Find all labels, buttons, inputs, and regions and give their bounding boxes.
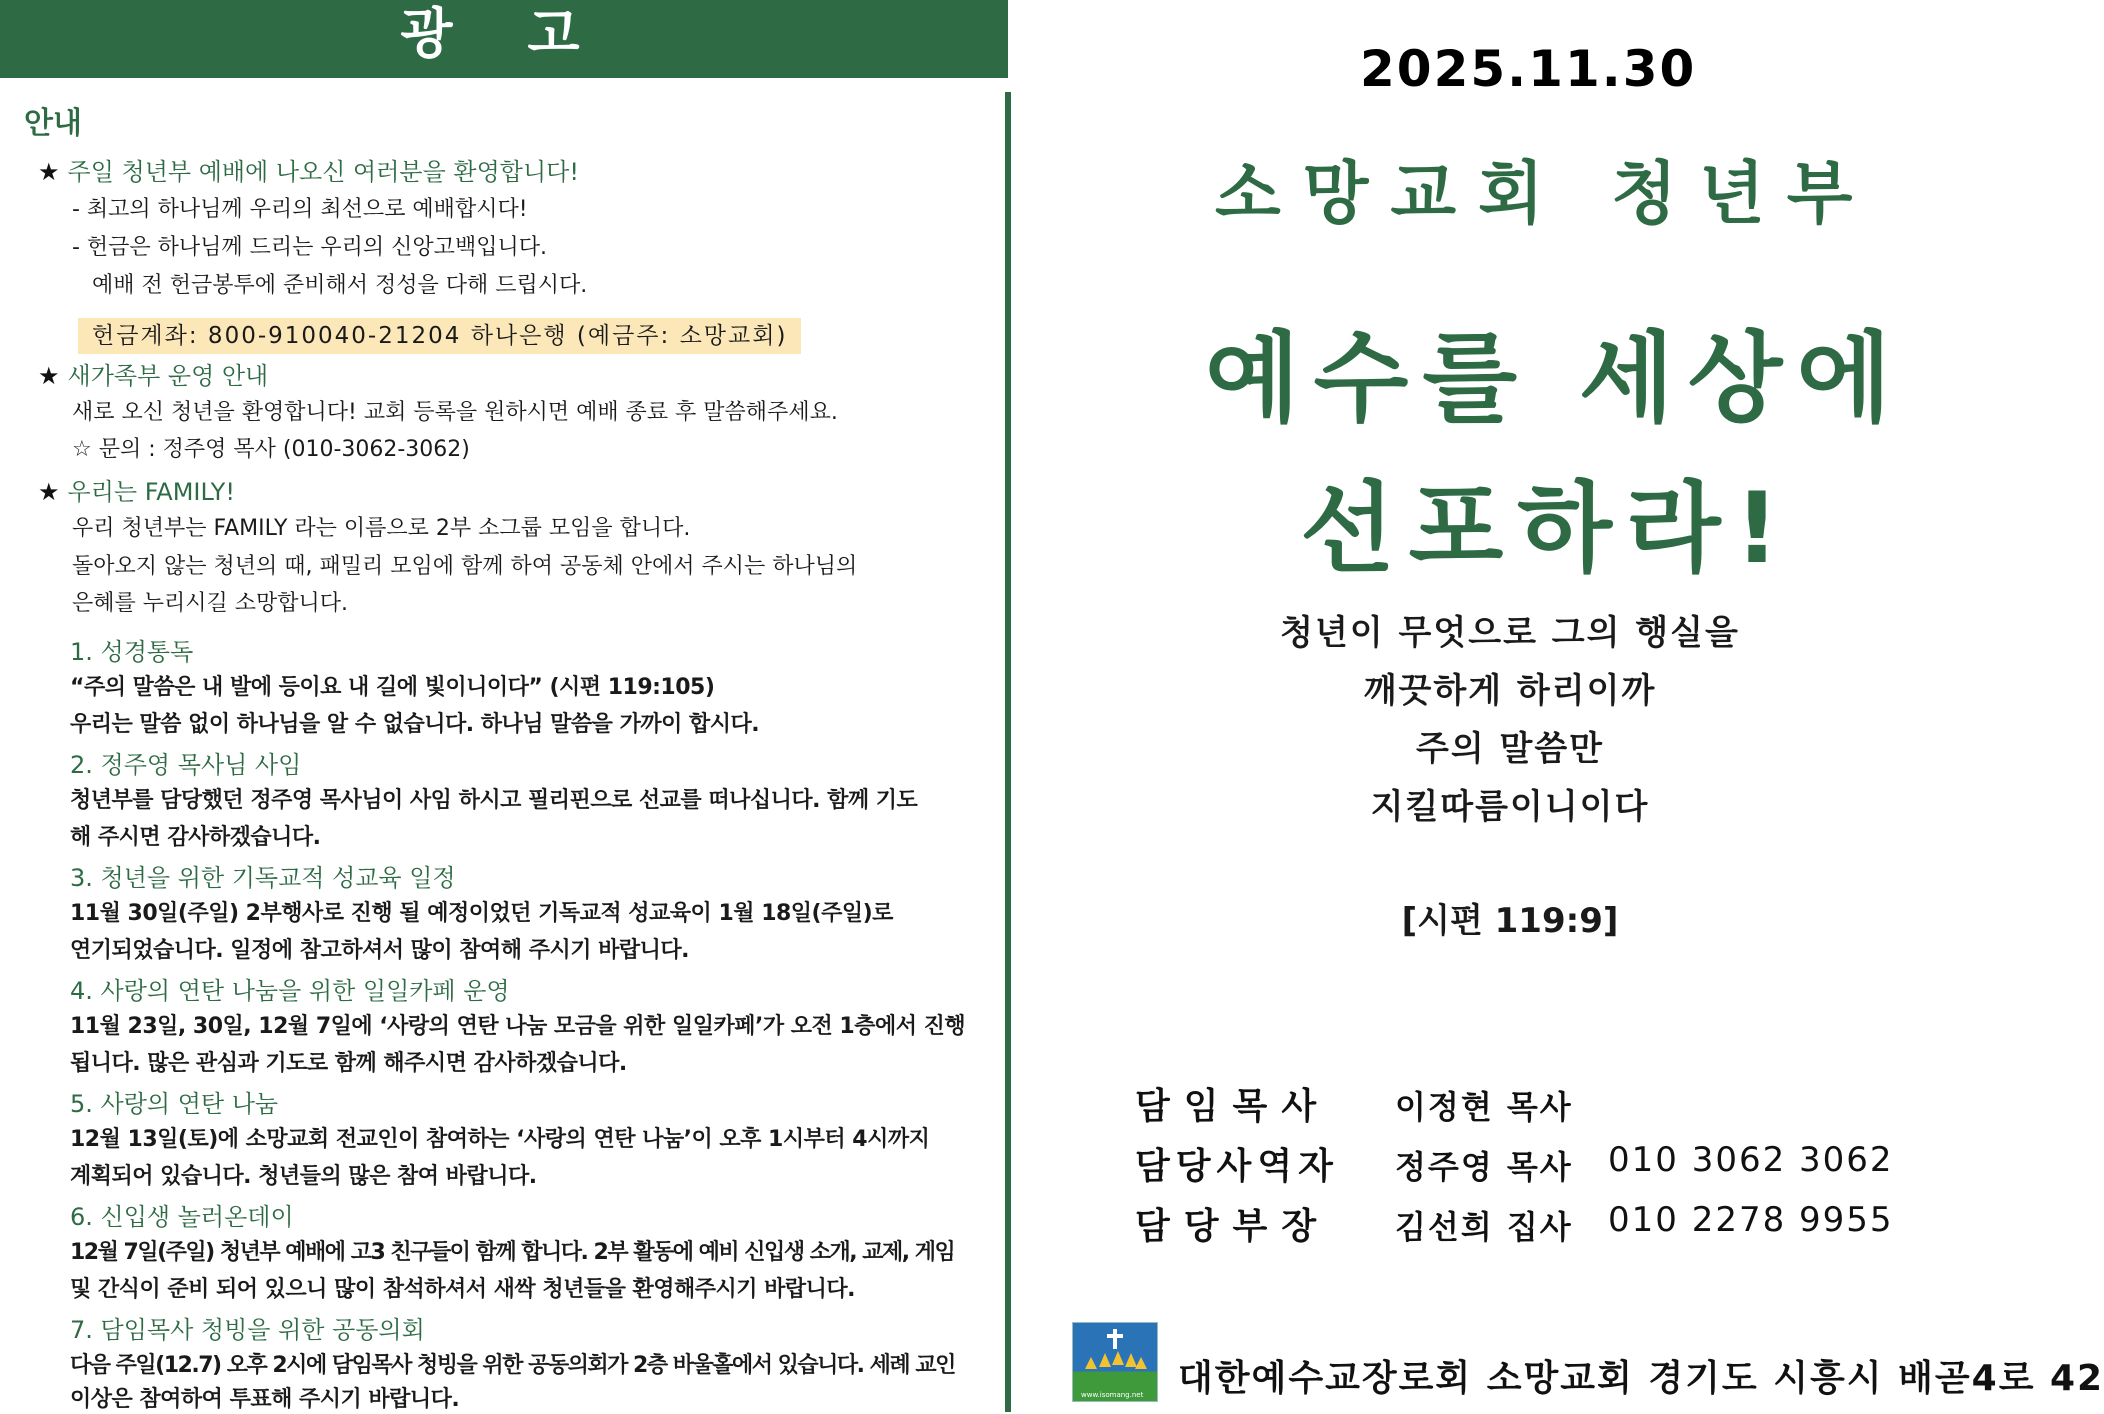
staff-phone: 010 3062 3062 bbox=[1608, 1140, 1894, 1180]
welcome-title-row bbox=[38, 152, 579, 187]
item-line: 11월 30일(주일) 2부행사로 진행 될 예정이었던 기독교적 성교육이 1월 18일(주일)로 bbox=[70, 901, 893, 926]
staff-role: 담임목사 bbox=[1135, 1086, 1331, 1127]
church-logo bbox=[1072, 1322, 1158, 1402]
item-line: 우리는 말씀 없이 하나님을 알 수 없습니다. 하나님 말씀을 가까이 합시다. bbox=[70, 712, 760, 737]
newfamily-contact: ☆ 문의 : 정주영 목사 (010-3062-3062) bbox=[72, 437, 470, 462]
family-line: 은혜를 누리시길 소망합니다. bbox=[72, 591, 349, 616]
welcome-line: - 헌금은 하나님께 드리는 우리의 신앙고백입니다. bbox=[72, 235, 547, 260]
item-line: “주의 말씀은 내 발에 등이요 내 길에 빛이니이다” (시편 119:105) bbox=[70, 675, 715, 700]
notice-heading: 안내 bbox=[24, 106, 82, 141]
item-line: 연기되었습니다. 일정에 참고하셔서 많이 참여해 주시기 바랍니다. bbox=[70, 938, 689, 963]
welcome-line: - 최고의 하나님께 우리의 최선으로 예배합시다! bbox=[72, 197, 528, 222]
newfamily-line: 새로 오신 청년을 환영합니다! 교회 등록을 원하시면 예배 종료 후 말씀해주세요. bbox=[72, 400, 838, 425]
item-title: 4. 사랑의 연탄 나눔을 위한 일일카페 운영 bbox=[70, 977, 510, 1005]
item-line: 청년부를 담당했던 정주영 목사님이 사임 하시고 필리핀으로 선교를 떠나십니다. 함께 기도 bbox=[70, 788, 918, 813]
staff-role: 담당사역자 bbox=[1135, 1146, 1339, 1187]
welcome-line: 예배 전 헌금봉투에 준비해서 정성을 다해 드립시다. bbox=[92, 273, 588, 298]
star-icon: ★ bbox=[38, 362, 60, 390]
staff-name: 김선희 집사 bbox=[1395, 1208, 1573, 1246]
item-line: 다음 주일(12.7) 오후 2시에 담임목사 청빙을 위한 공동의회가 2층 바울홀에서 있습니다. 세례 교인 bbox=[70, 1353, 955, 1378]
verse-line: 청년이 무엇으로 그의 행실을 bbox=[1280, 613, 1740, 653]
staff-phone: 010 2278 9955 bbox=[1608, 1200, 1894, 1240]
item-line: 됩니다. 많은 관심과 기도로 함께 해주시면 감사하겠습니다. bbox=[70, 1051, 627, 1076]
family-title: 우리는 FAMILY! bbox=[67, 478, 235, 506]
item-title: 3. 청년을 위한 기독교적 성교육 일정 bbox=[70, 864, 456, 892]
item-line: 12월 13일(토)에 소망교회 전교인이 참여하는 ‘사랑의 연탄 나눔’이 오후 1시부터 4시까지 bbox=[70, 1127, 930, 1152]
ad-banner: 광 고 bbox=[0, 0, 1008, 78]
item-line: 11월 23일, 30일, 12월 7일에 ‘사랑의 연탄 나눔 모금을 위한 일일카페’가 오전 1층에서 진행 bbox=[70, 1014, 966, 1039]
welcome-title: 주일 청년부 예배에 나오신 여러분을 환영합니다! bbox=[67, 158, 579, 186]
theme-line: 선포하라! bbox=[1300, 472, 1794, 586]
item-line: 12월 7일(주일) 청년부 예배에 고3 친구들이 함께 합니다. 2부 활동에 예비 신입생 소개, 교제, 게임 bbox=[70, 1240, 955, 1265]
church-address: 대한예수교장로회 소망교회 경기도 시흥시 배곧4로 42 bbox=[1178, 1358, 2104, 1399]
page-divider bbox=[1005, 92, 1011, 1412]
item-line: 해 주시면 감사하겠습니다. bbox=[70, 825, 321, 850]
item-line: 계획되어 있습니다. 청년들의 많은 참여 바랍니다. bbox=[70, 1164, 537, 1189]
item-title: 7. 담임목사 청빙을 위한 공동의회 bbox=[70, 1316, 425, 1344]
cross-icon bbox=[1073, 1323, 1157, 1401]
verse-line: 지킬따름이니이다 bbox=[1370, 787, 1650, 827]
item-line: 이상은 참여하여 투표해 주시기 바랍니다. bbox=[70, 1387, 460, 1412]
family-line: 우리 청년부는 FAMILY 라는 이름으로 2부 소그룹 모임을 합니다. bbox=[72, 516, 691, 541]
star-icon: ★ bbox=[38, 478, 60, 506]
family-title-row bbox=[38, 472, 235, 507]
staff-role: 담당부장 bbox=[1135, 1206, 1331, 1247]
item-title: 2. 정주영 목사님 사임 bbox=[70, 751, 302, 779]
offering-account: 헌금계좌: 800-910040-21204 하나은행 (예금주: 소망교회) bbox=[78, 318, 801, 354]
verse-line: 주의 말씀만 bbox=[1415, 729, 1605, 769]
staff-name: 정주영 목사 bbox=[1395, 1148, 1573, 1186]
logo-url: www.isomang.net bbox=[1081, 1391, 1144, 1399]
bulletin-date: 2025.11.30 bbox=[1360, 40, 1697, 98]
item-title: 1. 성경통독 bbox=[70, 638, 194, 666]
item-title: 6. 신입생 놀러온데이 bbox=[70, 1203, 294, 1231]
theme-line: 예수를 세상에 bbox=[1205, 322, 1906, 436]
item-title: 5. 사랑의 연탄 나눔 bbox=[70, 1090, 279, 1118]
verse-reference: [시편 119:9] bbox=[1401, 901, 1619, 941]
newfamily-title: 새가족부 운영 안내 bbox=[67, 362, 269, 390]
star-icon: ★ bbox=[38, 158, 60, 186]
family-line: 돌아오지 않는 청년의 때, 패밀리 모임에 함께 하여 공동체 안에서 주시는 하나님의 bbox=[72, 554, 858, 579]
church-department-title: 소망교회 청년부 bbox=[1215, 155, 1875, 234]
item-line: 및 간식이 준비 되어 있으니 많이 참석하셔서 새싹 청년들을 환영해주시기 바랍니다. bbox=[70, 1277, 856, 1302]
verse-line: 깨끗하게 하리이까 bbox=[1363, 671, 1657, 711]
newfamily-title-row bbox=[38, 356, 268, 391]
staff-name: 이정현 목사 bbox=[1395, 1088, 1573, 1126]
